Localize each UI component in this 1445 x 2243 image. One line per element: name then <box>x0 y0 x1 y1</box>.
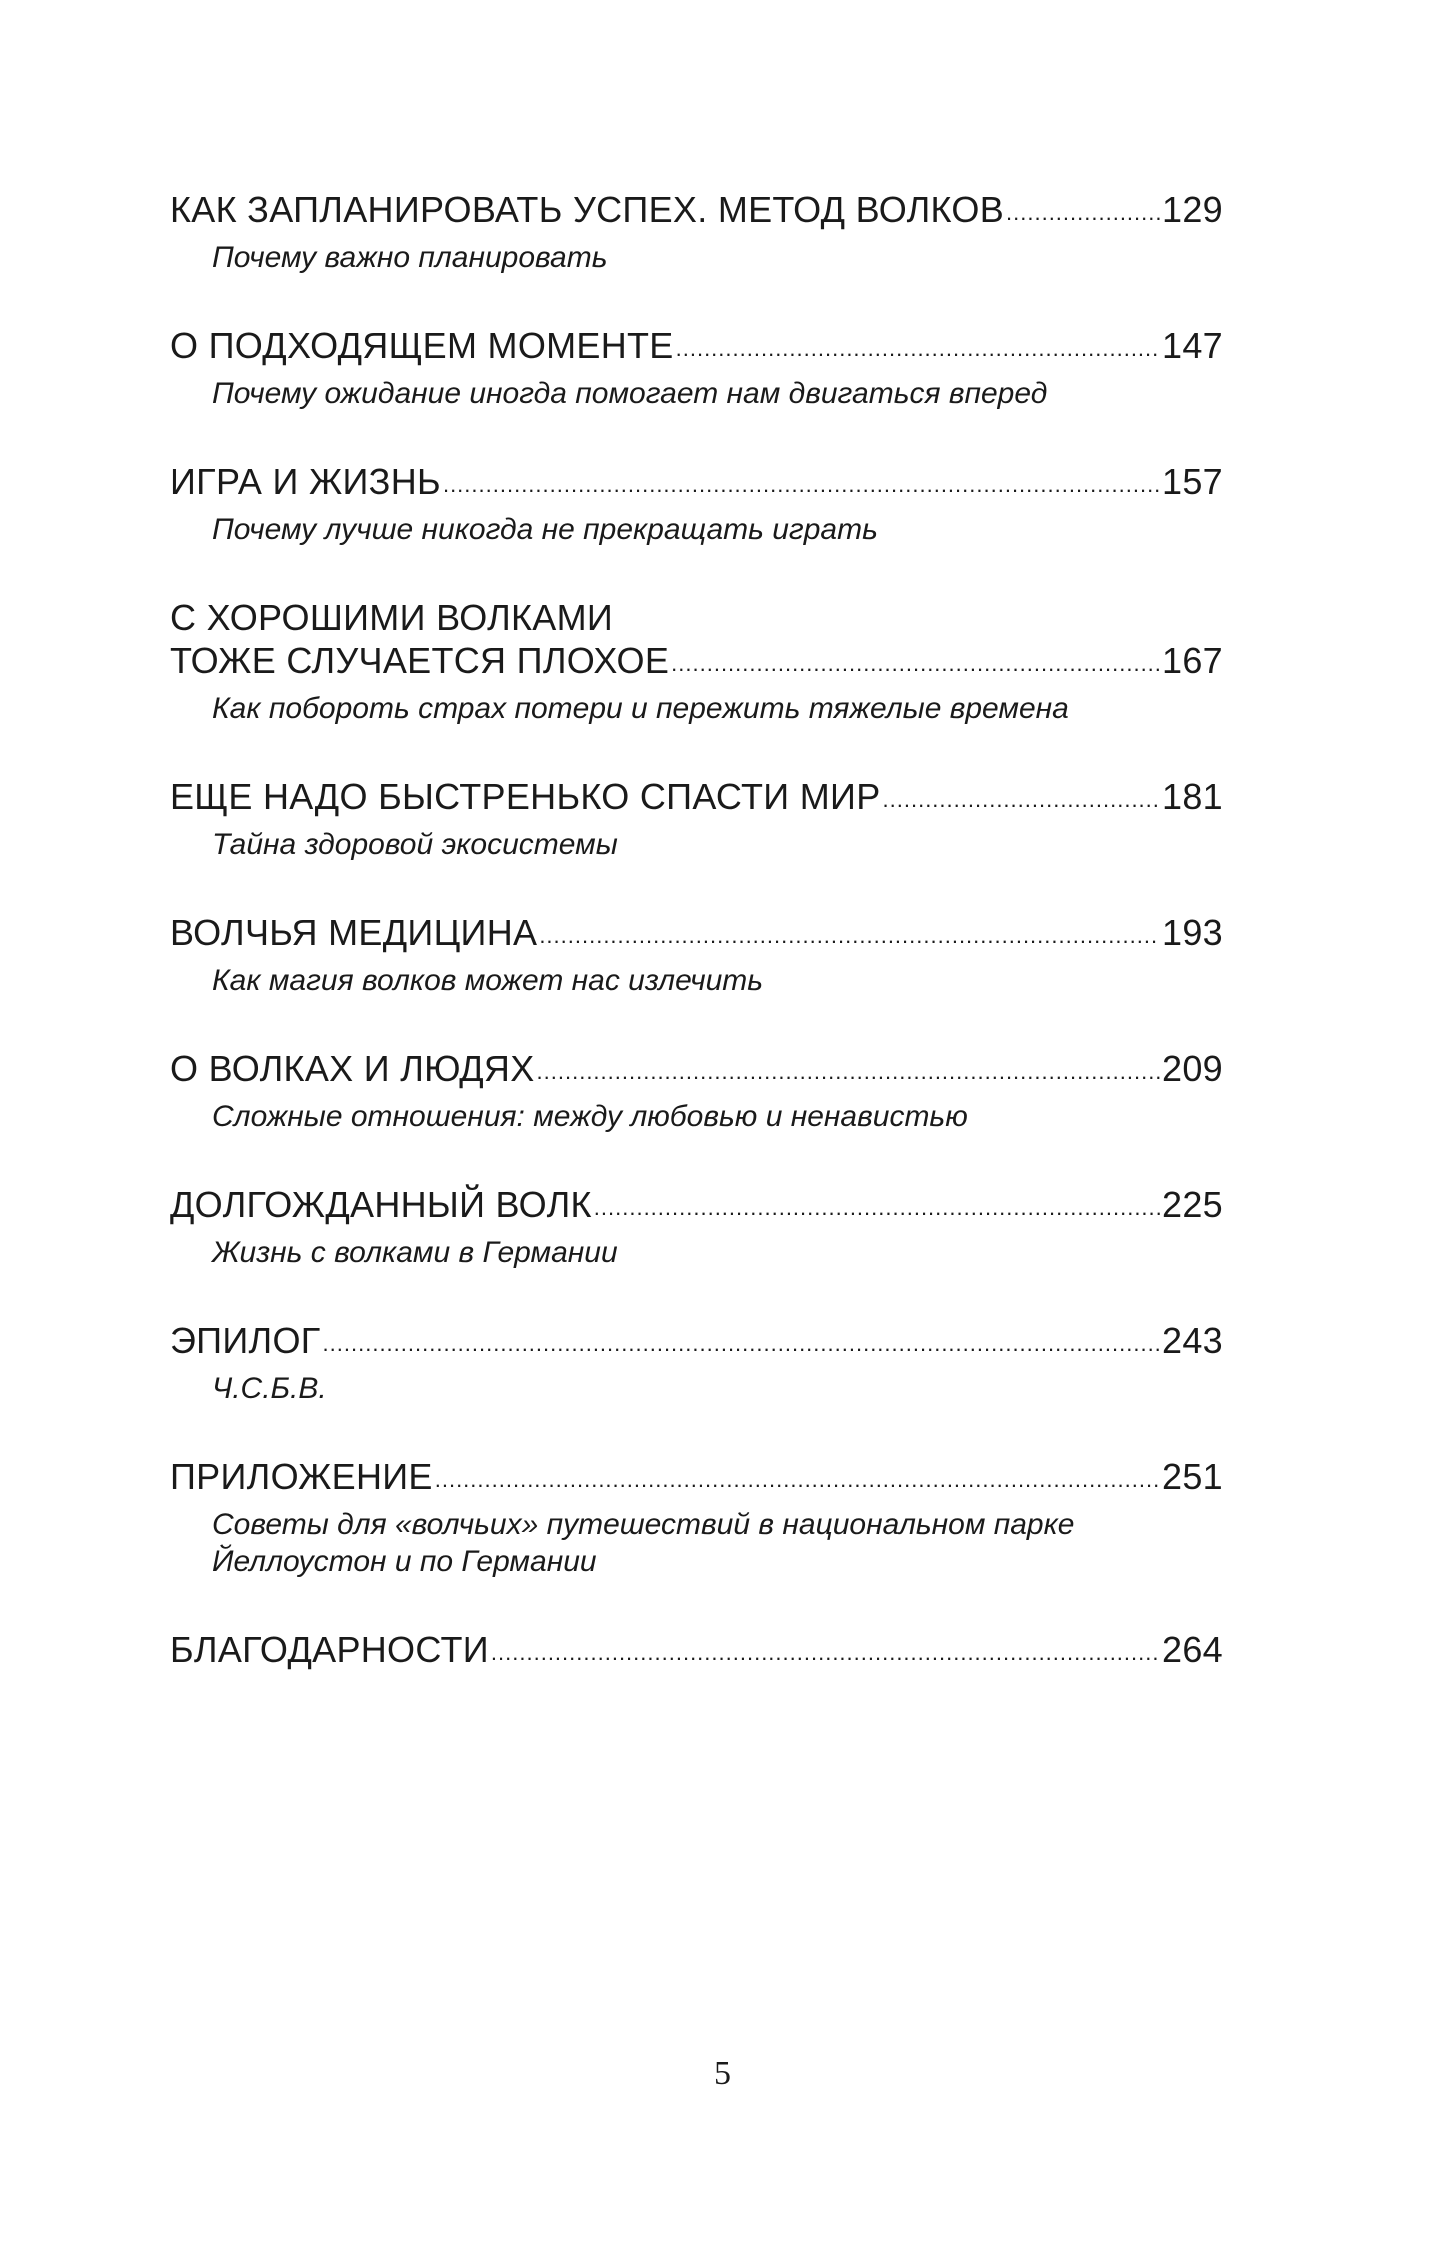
toc-entry-title: ПРИЛОЖЕНИЕ <box>170 1456 433 1497</box>
dot-leader <box>435 1458 1160 1501</box>
toc-entry-page: 264 <box>1162 1629 1223 1670</box>
toc-entry-subtitle: Сложные отношения: между любовью и ненавистью <box>212 1100 968 1133</box>
table-of-contents <box>170 188 1223 1676</box>
dot-leader <box>323 1322 1160 1365</box>
dot-leader <box>443 463 1160 506</box>
toc-entry-title: ИГРА И ЖИЗНЬ <box>170 461 441 502</box>
toc-entry[interactable] <box>170 188 1223 276</box>
dot-leader <box>883 778 1161 821</box>
toc-entry-title: ТОЖЕ СЛУЧАЕТСЯ ПЛОХОЕ <box>170 640 670 681</box>
toc-entry-subtitle: Как магия волков может нас излечить <box>212 964 764 997</box>
toc-entry-title-line <box>170 1183 1223 1231</box>
toc-entry-page: 181 <box>1162 776 1223 817</box>
toc-entry-subtitle: Тайна здоровой экосистемы <box>212 828 618 861</box>
toc-entry[interactable] <box>170 911 1223 999</box>
dot-leader <box>671 642 1160 685</box>
toc-entry-subtitle: Советы для «волчьих» путешествий в национальном парке <box>212 1508 1075 1541</box>
toc-entry-title: ДОЛГОЖДАННЫЙ ВОЛК <box>170 1184 592 1225</box>
toc-entry[interactable] <box>170 324 1223 412</box>
toc-entry-title-line <box>170 639 1223 687</box>
toc-entry-title-line <box>170 1455 1223 1503</box>
toc-entry[interactable] <box>170 1455 1223 1580</box>
toc-entry-title-line <box>170 775 1223 823</box>
toc-entry-title: КАК ЗАПЛАНИРОВАТЬ УСПЕХ. МЕТОД ВОЛКОВ <box>170 189 1005 230</box>
toc-entry[interactable] <box>170 1319 1223 1407</box>
toc-entry-title-line <box>170 911 1223 959</box>
toc-entry[interactable] <box>170 596 1223 727</box>
toc-entry-page: 251 <box>1162 1456 1223 1497</box>
toc-entry-title-line <box>170 1319 1223 1367</box>
toc-entry-subtitle: Почему важно планировать <box>212 241 608 274</box>
toc-entry[interactable] <box>170 1047 1223 1135</box>
toc-entry-page: 225 <box>1162 1184 1223 1225</box>
toc-entry-title-line <box>170 188 1223 236</box>
dot-leader <box>491 1631 1160 1674</box>
toc-entry-page: 243 <box>1162 1320 1223 1361</box>
toc-entry-title-line <box>170 1047 1223 1095</box>
toc-entry-page: 147 <box>1162 325 1223 366</box>
toc-entry-page: 167 <box>1162 640 1223 681</box>
toc-entry-title-line <box>170 460 1223 508</box>
toc-entry-title: ЭПИЛОГ <box>170 1320 321 1361</box>
toc-entry-title: БЛАГОДАРНОСТИ <box>170 1629 489 1670</box>
toc-entry-title: ВОЛЧЬЯ МЕДИЦИНА <box>170 912 538 953</box>
toc-entry-title: О ВОЛКАХ И ЛЮДЯХ <box>170 1048 535 1089</box>
toc-entry-subtitle: Почему ожидание иногда помогает нам двигаться вперед <box>212 377 1048 410</box>
dot-leader <box>1006 191 1160 234</box>
dot-leader <box>676 327 1160 370</box>
toc-entry-subtitle: Как побороть страх потери и пережить тяжелые времена <box>212 692 1069 725</box>
toc-entry-subtitle: Ч.С.Б.В. <box>212 1372 327 1405</box>
dot-leader <box>594 1186 1160 1229</box>
toc-entry-page: 209 <box>1162 1048 1223 1089</box>
toc-entry-subtitle-continued: Йеллоустон и по Германии <box>212 1545 597 1578</box>
toc-entry-title: О ПОДХОДЯЩЕМ МОМЕНТЕ <box>170 325 674 366</box>
page-number: 5 <box>714 2055 731 2092</box>
dot-leader <box>539 914 1160 957</box>
toc-entry-title-line <box>170 324 1223 372</box>
toc-entry[interactable] <box>170 1183 1223 1271</box>
toc-entry[interactable] <box>170 775 1223 863</box>
toc-entry-page: 193 <box>1162 912 1223 953</box>
toc-entry-subtitle: Почему лучше никогда не прекращать играть <box>212 513 878 546</box>
toc-entry[interactable] <box>170 1628 1223 1676</box>
toc-entry-page: 157 <box>1162 461 1223 502</box>
toc-entry[interactable] <box>170 460 1223 548</box>
toc-entry-subtitle: Жизнь с волками в Германии <box>212 1236 618 1269</box>
dot-leader <box>537 1050 1161 1093</box>
toc-entry-title-line <box>170 1628 1223 1676</box>
toc-entry-title: ЕЩЕ НАДО БЫСТРЕНЬКО СПАСТИ МИР <box>170 776 881 817</box>
toc-entry-title-first-line: С ХОРОШИМИ ВОЛКАМИ <box>170 597 614 638</box>
toc-entry-page: 129 <box>1162 189 1223 230</box>
